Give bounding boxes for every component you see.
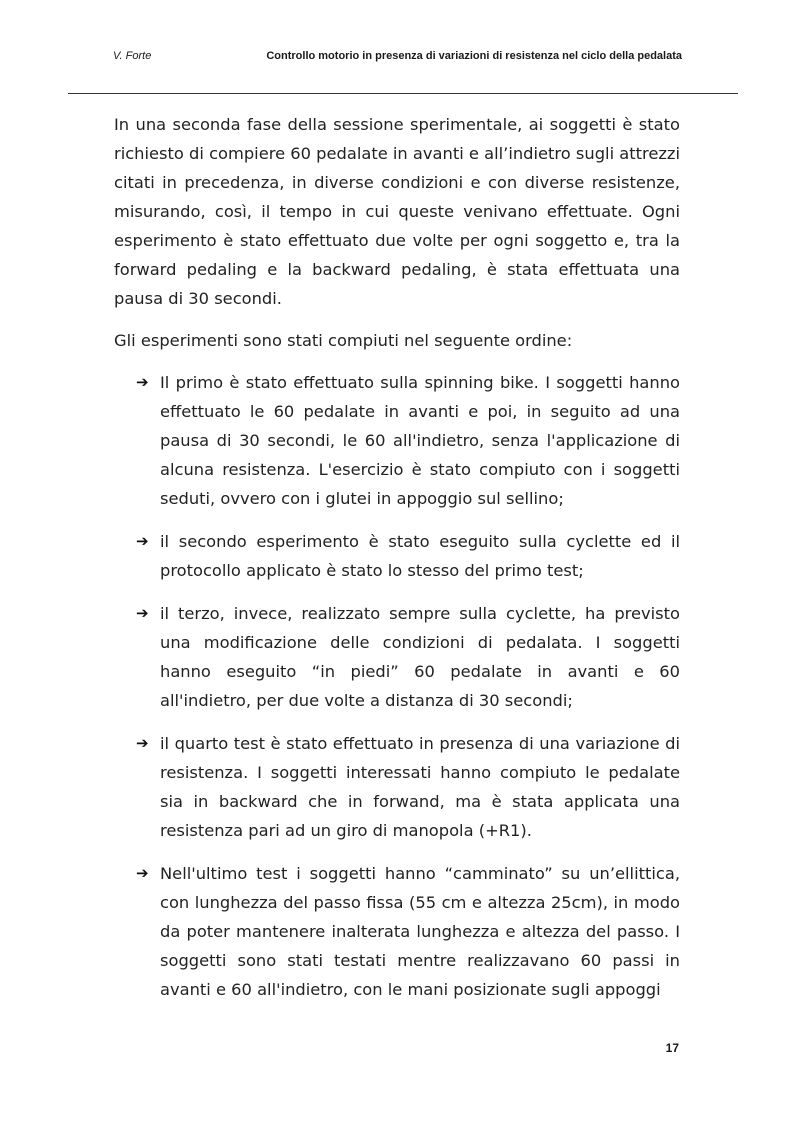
experiment-list bbox=[114, 368, 680, 1004]
list-item bbox=[114, 859, 680, 1004]
arrow-right-icon: ➔ bbox=[136, 604, 149, 622]
list-item-text: il terzo, invece, realizzato sempre sulla cyclette, ha previsto una modificazione delle condizioni di pedalata. I soggetti hanno eseguito “in piedi” 60 pedalate in avanti e 60 all'indietro, per due volte a distanza di 30 secondi; bbox=[160, 604, 680, 710]
arrow-right-icon: ➔ bbox=[136, 532, 149, 550]
list-item bbox=[114, 729, 680, 845]
list-item bbox=[114, 599, 680, 715]
arrow-right-icon: ➔ bbox=[136, 373, 149, 391]
list-item-text: Nell'ultimo test i soggetti hanno “camminato” su un’ellittica, con lunghezza del passo fissa (55 cm e altezza 25cm), in modo da poter mantenere inalterata lunghezza e altezza del passo. I soggetti sono stati testati mentre realizzavano 60 passi in avanti e 60 all'indietro, con le mani posizionate sugli appoggi bbox=[160, 864, 680, 999]
paragraph-intro: In una seconda fase della sessione sperimentale, ai soggetti è stato richiesto di compiere 60 pedalate in avanti e all’indietro sugli attrezzi citati in precedenza, in diverse condizioni e con diverse resistenze, misurando, così, il tempo in cui queste venivano effettuate. Ogni esperimento è stato effettuato due volte per ogni soggetto e, tra la forward pedaling e la backward pedaling, è stata effettuata una pausa di 30 secondi. bbox=[114, 115, 680, 308]
list-item bbox=[114, 368, 680, 513]
page-header bbox=[113, 44, 682, 64]
list-item-text: il secondo esperimento è stato eseguito sulla cyclette ed il protocollo applicato è stato lo stesso del primo test; bbox=[160, 532, 680, 580]
body-text bbox=[114, 110, 680, 1018]
list-item-text: il quarto test è stato effettuato in presenza di una variazione di resistenza. I soggetti interessati hanno compiuto le pedalate sia in backward che in forwand, ma è stata applicata una resistenza pari ad un giro di manopola (+R1). bbox=[160, 734, 680, 840]
header-author: V. Forte bbox=[113, 50, 152, 62]
arrow-right-icon: ➔ bbox=[136, 734, 149, 752]
header-title: Controllo motorio in presenza di variazioni di resistenza nel ciclo della pedalata bbox=[266, 50, 682, 62]
paragraph-order: Gli esperimenti sono stati compiuti nel seguente ordine: bbox=[114, 331, 573, 350]
arrow-right-icon: ➔ bbox=[136, 864, 149, 882]
page-number: 17 bbox=[665, 1041, 679, 1055]
list-item-text: Il primo è stato effettuato sulla spinning bike. I soggetti hanno effettuato le 60 pedalate in avanti e poi, in seguito ad una pausa di 30 secondi, le 60 all'indietro, senza l'applicazione di alcuna resistenza. L'esercizio è stato compiuto con i soggetti seduti, ovvero con i glutei in appoggio sul sellino; bbox=[160, 373, 680, 508]
list-item bbox=[114, 527, 680, 585]
header-divider bbox=[68, 93, 738, 94]
